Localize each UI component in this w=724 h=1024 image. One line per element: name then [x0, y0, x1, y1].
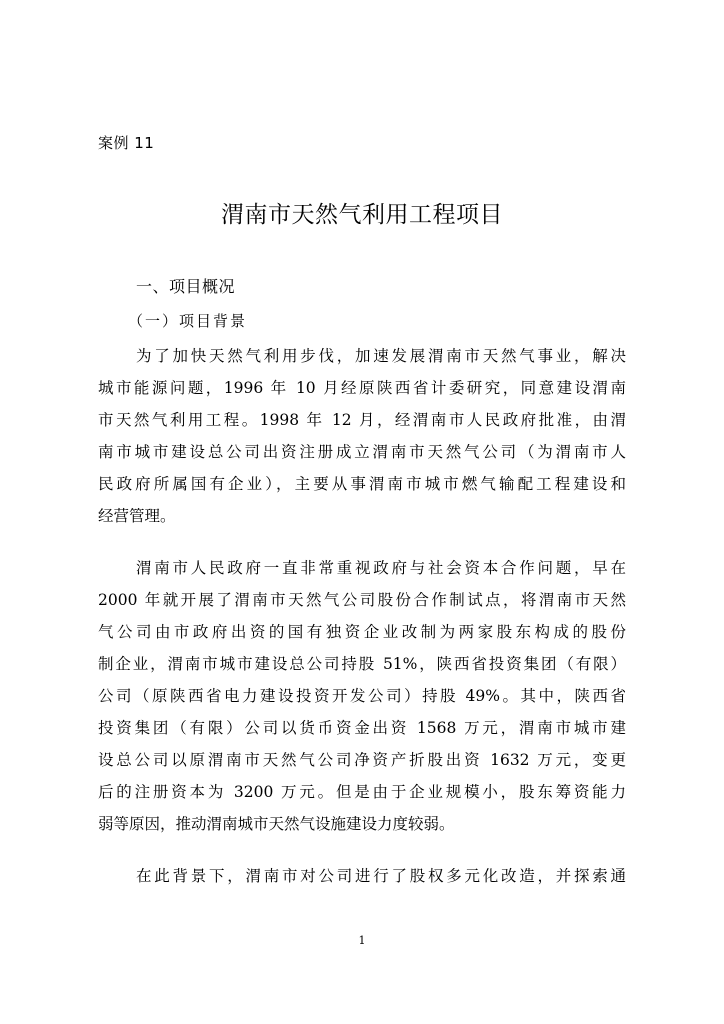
paragraph-line: 南市城市建设总公司出资注册成立渭南市天然气公司（为渭南市人	[98, 443, 626, 461]
paragraph-line: 制企业，渭南市城市建设总公司持股 51%，陕西省投资集团（有限）	[98, 655, 626, 673]
paragraph-line: 城市能源问题，1996 年 10 月经原陕西省计委研究，同意建设渭南	[98, 379, 626, 397]
paragraph-line: 投资集团（有限）公司以货币资金出资 1568 万元，渭南市城市建	[98, 719, 626, 737]
paragraph-line: 后的注册资本为 3200 万元。但是由于企业规模小，股东筹资能力	[98, 783, 626, 801]
paragraph-line: 民政府所属国有企业），主要从事渭南市城市燃气输配工程建设和	[98, 475, 626, 493]
document-title: 渭南市天然气利用工程项目	[221, 202, 503, 228]
paragraph-line: 设总公司以原渭南市天然气公司净资产折股出资 1632 万元，变更	[98, 751, 626, 769]
paragraph-line: 经营管理。	[98, 507, 176, 525]
paragraph-line: 渭南市人民政府一直非常重视政府与社会资本合作问题，早在	[136, 559, 626, 577]
page-number: 1	[358, 934, 366, 947]
paragraph-line: 公司（原陕西省电力建设投资开发公司）持股 49%。其中，陕西省	[98, 687, 626, 705]
subsection-heading: （一）项目背景	[128, 312, 248, 330]
paragraph-line: 气公司由市政府出资的国有独资企业改制为两家股东构成的股份	[98, 623, 626, 641]
paragraph-line: 在此背景下，渭南市对公司进行了股权多元化改造，并探索通	[136, 867, 626, 885]
case-label: 案例 11	[98, 134, 155, 152]
section-heading: 一、项目概况	[136, 277, 236, 296]
paragraph-line: 弱等原因，推动渭南城市天然气设施建设力度较弱。	[98, 815, 455, 833]
paragraph-line: 为了加快天然气利用步伐，加速发展渭南市天然气事业，解决	[136, 347, 626, 365]
paragraph-line: 2000 年就开展了渭南市天然气公司股份合作制试点，将渭南市天然	[98, 591, 626, 609]
paragraph-line: 市天然气利用工程。1998 年 12 月，经渭南市人民政府批准，由渭	[98, 411, 626, 429]
